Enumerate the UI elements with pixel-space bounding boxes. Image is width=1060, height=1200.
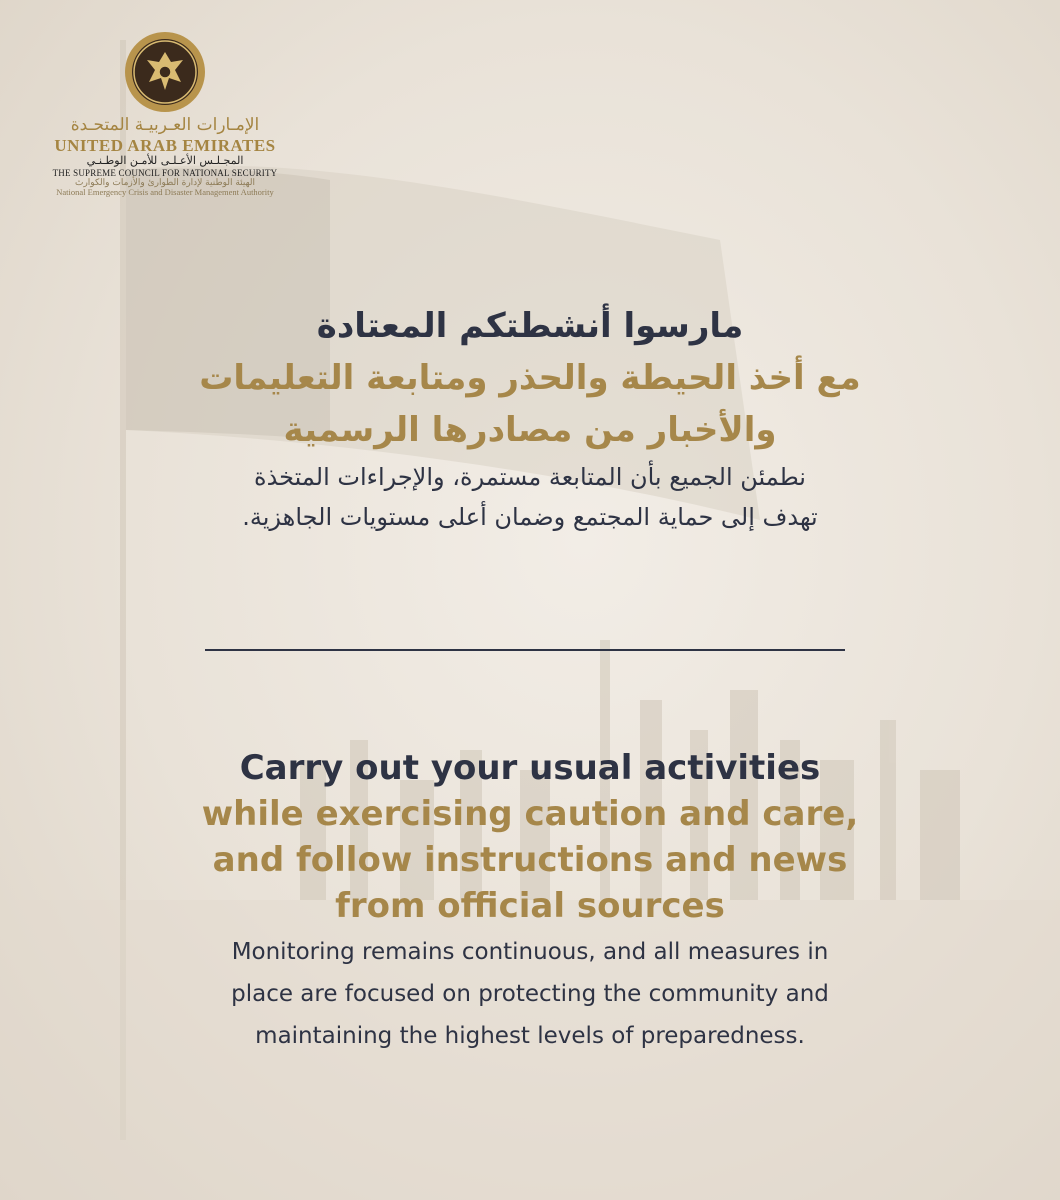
arabic-subline-1: مع أخذ الحيطة والحذر ومتابعة التعليمات <box>199 358 861 398</box>
arabic-message <box>150 300 910 536</box>
arabic-body-2: تهدف إلى حماية المجتمع وضمان أعلى مستويات الجاهزية. <box>242 503 818 531</box>
uae-logo <box>40 30 290 198</box>
arabic-body-1: نطمئن الجميع بأن المتابعة مستمرة، والإجراءات المتخذة <box>254 463 806 491</box>
english-body-2: place are focused on protecting the community and <box>231 981 829 1007</box>
logo-authority-arabic: الهيئة الوطنية لإدارة الطوارئ والأزمات والكوارث <box>74 178 256 189</box>
logo-country-arabic: الإمـارات العـربيـة المتحـدة <box>70 115 260 135</box>
logo-council-english: THE SUPREME COUNCIL FOR NATIONAL SECURITY <box>52 167 278 178</box>
english-body-3: maintaining the highest levels of preparedness. <box>255 1023 805 1049</box>
logo-country-english: UNITED ARAB EMIRATES <box>54 135 276 155</box>
arabic-subline-2: والأخبار من مصادرها الرسمية <box>283 410 777 450</box>
english-headline: Carry out your usual activities <box>239 748 821 788</box>
logo-authority-english: National Emergency Crisis and Disaster Management Authority <box>56 187 274 198</box>
english-subline-1: while exercising caution and care, <box>201 794 859 834</box>
falcon-emblem-icon <box>123 30 207 114</box>
english-subline-3: from official sources <box>335 886 725 926</box>
arabic-headline: مارسوا أنشطتكم المعتادة <box>316 306 744 346</box>
section-divider <box>205 649 845 651</box>
english-subline-2: and follow instructions and news <box>212 840 848 880</box>
english-body-1: Monitoring remains continuous, and all measures in <box>231 939 829 965</box>
english-message <box>120 745 940 1055</box>
logo-council-arabic: المجـلـس الأعـلـى للأمـن الوطـنـي <box>86 154 244 168</box>
